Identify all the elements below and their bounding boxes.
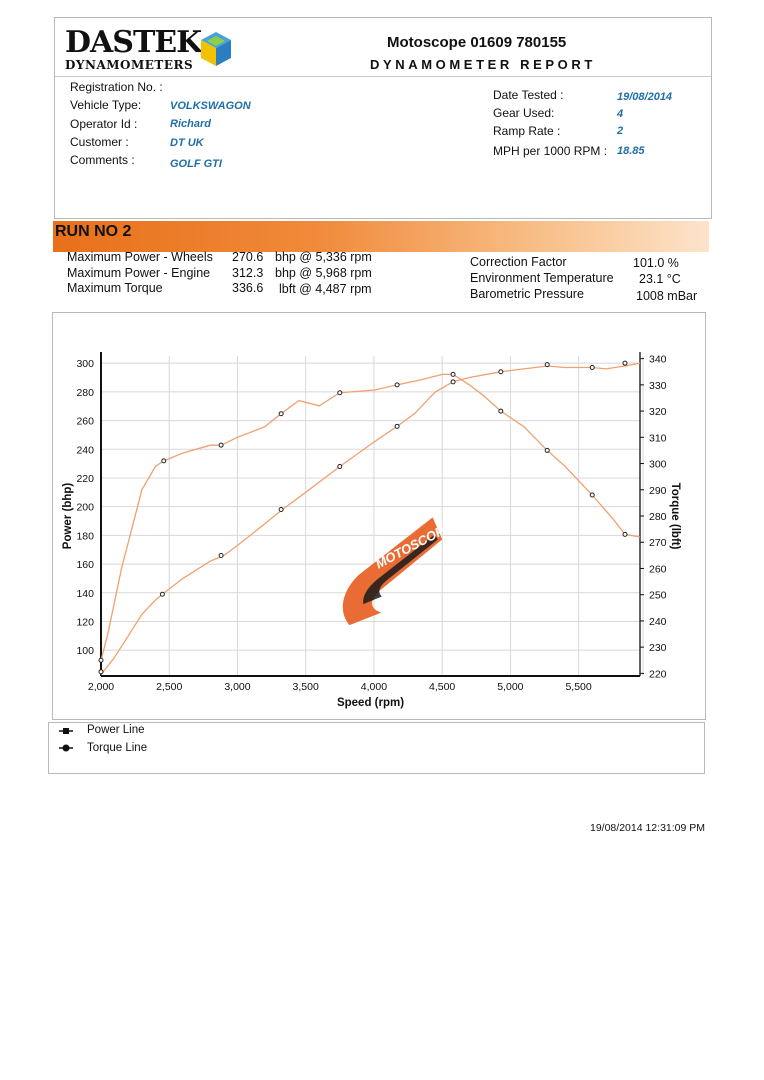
power-marker: [590, 365, 594, 369]
y-tick-label: 280: [76, 386, 94, 399]
y-tick-label: 120: [76, 616, 94, 629]
y2-tick-label: 230: [649, 642, 667, 655]
y2-axis-label: Torque (lbft): [669, 482, 681, 550]
y-tick-label: 220: [76, 472, 94, 485]
y2-tick-label: 290: [649, 484, 667, 497]
x-tick-label: 5,500: [565, 681, 592, 693]
report-subtitle: DYNAMOMETER REPORT: [370, 57, 596, 72]
x-tick-label: 4,000: [360, 681, 388, 693]
env-value-temperature: 23.1 °C: [639, 272, 681, 286]
y-tick-label: 300: [76, 358, 94, 371]
power-marker: [338, 464, 342, 468]
y2-tick-label: 250: [649, 589, 667, 602]
power-marker: [279, 508, 283, 512]
torque-marker: [451, 372, 455, 376]
stat-label-max-torque: Maximum Torque: [67, 281, 163, 295]
x-tick-label: 2,500: [156, 681, 183, 693]
chart-curves: [99, 361, 640, 674]
y-tick-label: 160: [76, 559, 94, 572]
ramp-rate-label: Ramp Rate :: [493, 124, 561, 138]
torque-marker: [623, 532, 627, 536]
y-tick-label: 100: [76, 645, 94, 658]
legend-power-label: Power Line: [87, 724, 145, 736]
env-value-correction: 101.0 %: [633, 256, 679, 270]
torque-marker: [395, 383, 399, 387]
torque-legend-icon: [59, 743, 73, 753]
env-label-correction: Correction Factor: [470, 255, 567, 269]
brand-sub: DYNAMOMETERS: [65, 58, 194, 72]
y-tick-label: 260: [76, 415, 94, 428]
y2-tick-label: 330: [649, 379, 667, 392]
x-tick-label: 3,500: [292, 681, 319, 693]
torque-marker: [338, 391, 342, 395]
y2-tick-label: 280: [649, 511, 667, 523]
x-axis-label: Speed (rpm): [336, 697, 405, 709]
chart-axes: [101, 352, 644, 676]
torque-marker: [219, 443, 223, 447]
power-curve: [101, 363, 640, 674]
y2-tick-label: 340: [649, 353, 667, 366]
gear-used-label: Gear Used:: [493, 106, 555, 120]
y2-tick-label: 260: [649, 563, 667, 576]
stat-label-power-wheels: Maximum Power - Wheels: [67, 250, 213, 264]
torque-marker: [545, 448, 549, 452]
power-marker: [451, 380, 455, 384]
y2-tick-label: 300: [649, 458, 667, 471]
comments-label: Comments :: [70, 153, 135, 167]
stat-unit-max-torque: lbft @ 4,487 rpm: [279, 282, 372, 296]
watermark-text: MOTOSCOPE: [372, 518, 455, 572]
power-marker: [219, 553, 223, 557]
torque-marker: [590, 493, 594, 497]
power-legend-icon: [59, 726, 73, 736]
mph-label: MPH per 1000 RPM :: [493, 144, 608, 158]
torque-marker: [279, 412, 283, 416]
mph-value: 18.85: [617, 145, 645, 157]
operator-label: Operator Id :: [70, 117, 138, 131]
y2-tick-label: 270: [649, 537, 667, 550]
power-marker: [99, 670, 103, 674]
chart-grid: [101, 356, 643, 676]
ramp-rate-value: 2: [617, 125, 624, 137]
y-axis-label: Power (bhp): [62, 482, 74, 550]
stat-label-power-engine: Maximum Power - Engine: [67, 266, 211, 280]
customer-label: Customer :: [70, 135, 129, 149]
y-tick-label: 140: [76, 587, 94, 600]
torque-marker: [99, 658, 103, 662]
x-tick-label: 4,500: [428, 681, 456, 693]
x-tick-label: 5,000: [497, 681, 524, 693]
stat-value-max-torque: 336.6: [232, 281, 264, 295]
report-title: Motoscope 01609 780155: [387, 34, 567, 51]
power-marker: [395, 424, 399, 428]
footer-timestamp: 19/08/2014 12:31:09 PM: [590, 822, 706, 834]
x-tick-label: 2,000: [87, 681, 115, 693]
y2-tick-label: 220: [649, 668, 667, 681]
vehicle-type-value: VOLKSWAGON: [170, 100, 251, 112]
y2-tick-label: 240: [649, 615, 667, 628]
vehicle-type-label: Vehicle Type:: [70, 98, 142, 112]
chart-labels: [62, 354, 681, 709]
env-value-pressure: 1008 mBar: [636, 289, 698, 303]
date-tested-value: 19/08/2014: [617, 91, 673, 103]
power-marker: [499, 370, 503, 374]
brand-name: DASTEK: [65, 25, 202, 60]
operator-value: Richard: [170, 118, 211, 130]
torque-marker: [499, 409, 503, 413]
comments-value: GOLF GTI: [170, 158, 222, 170]
torque-curve: [101, 374, 640, 660]
run-title: RUN NO 2: [55, 223, 132, 240]
torque-marker: [162, 459, 166, 463]
env-label-temperature: Environment Temperature: [470, 271, 614, 285]
registration-label: Registration No. :: [70, 80, 163, 94]
power-marker: [623, 361, 627, 365]
stat-value-power-engine: 312.3: [232, 266, 264, 280]
y2-tick-label: 310: [649, 432, 667, 445]
power-marker: [545, 363, 549, 367]
stat-unit-power-engine: bhp @ 5,968 rpm: [275, 266, 372, 280]
y-tick-label: 180: [76, 530, 94, 543]
x-tick-label: 3,000: [224, 681, 251, 693]
customer-value: DT UK: [170, 137, 204, 149]
legend-torque-label: Torque Line: [87, 742, 148, 754]
y2-tick-label: 320: [649, 406, 667, 419]
gear-used-value: 4: [617, 108, 624, 120]
power-marker: [160, 592, 164, 596]
motoscope-watermark: [323, 511, 472, 628]
env-label-pressure: Barometric Pressure: [470, 287, 584, 301]
stat-value-power-wheels: 270.6: [232, 250, 264, 264]
date-tested-label: Date Tested :: [493, 88, 564, 102]
y-tick-label: 240: [76, 444, 94, 457]
stat-unit-power-wheels: bhp @ 5,336 rpm: [275, 250, 372, 264]
y-tick-label: 200: [76, 501, 94, 514]
